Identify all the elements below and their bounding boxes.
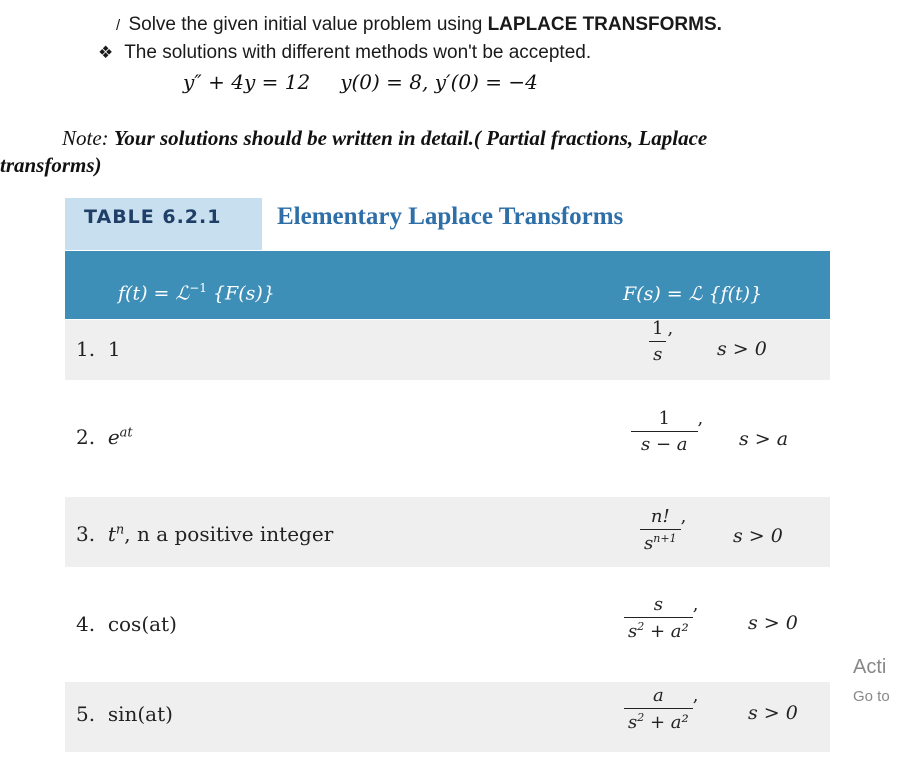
table-row-5-left bbox=[76, 702, 173, 726]
problem-method: LAPLACE TRANSFORMS. bbox=[487, 14, 722, 35]
denominator-tail: + a² bbox=[644, 712, 689, 733]
activation-watermark-title: Acti bbox=[853, 656, 887, 678]
fraction-denominator bbox=[640, 529, 681, 554]
row-number: 1. bbox=[76, 337, 96, 361]
table-row-5-transform bbox=[624, 685, 698, 733]
diamond-bullet-icon: ❖ bbox=[98, 43, 114, 62]
problem-restriction: The solutions with different methods won't be accepted. bbox=[124, 42, 592, 63]
denominator-exponent: 2 bbox=[637, 620, 645, 633]
header-left-sup: −1 bbox=[189, 281, 207, 295]
transform-fraction bbox=[648, 318, 667, 365]
table-row-4-left bbox=[76, 612, 177, 636]
fraction-denominator: s − a bbox=[631, 431, 698, 455]
problem-line-1 bbox=[116, 14, 722, 36]
fraction-numerator: a bbox=[653, 685, 664, 706]
fraction-numerator: s bbox=[653, 594, 663, 615]
note-label: Note: bbox=[62, 126, 109, 150]
row-function-sup: at bbox=[119, 425, 133, 441]
denominator-tail: + a² bbox=[644, 621, 689, 642]
row-shade-1 bbox=[65, 320, 830, 380]
row-number: 4. bbox=[76, 612, 96, 636]
denominator-base: s bbox=[644, 533, 654, 554]
table-row-4-transform bbox=[624, 594, 698, 642]
row-function: e bbox=[107, 425, 120, 449]
transform-fraction bbox=[624, 685, 693, 733]
differential-equation bbox=[183, 70, 538, 94]
note-text: Your solutions should be written in detail.( Partial fractions, Laplace bbox=[113, 126, 708, 150]
table-title: Elementary Laplace Transforms bbox=[277, 203, 624, 230]
row-function: sin(at) bbox=[107, 702, 173, 726]
comma: , bbox=[697, 408, 704, 429]
table-number: TABLE 6.2.1 bbox=[84, 206, 222, 228]
row-number: 3. bbox=[76, 522, 96, 546]
row-function: cos(at) bbox=[107, 612, 177, 636]
note-continuation: transforms) bbox=[0, 153, 102, 177]
initial-conditions: y(0) = 8, y′(0) = −4 bbox=[340, 70, 538, 94]
transform-fraction bbox=[631, 408, 698, 455]
header-left bbox=[118, 281, 275, 304]
table-row-2-left bbox=[76, 425, 133, 449]
table-row-3-left bbox=[76, 522, 333, 546]
row-shade-5 bbox=[65, 682, 830, 752]
row-function-tail: , n a positive integer bbox=[124, 522, 334, 546]
table-row-1-transform bbox=[648, 318, 673, 365]
denominator-exponent: n+1 bbox=[653, 532, 677, 545]
table-row-3-transform bbox=[640, 506, 686, 554]
fraction-denominator bbox=[624, 708, 693, 733]
row-2-condition: s > a bbox=[739, 428, 789, 450]
denominator-base: s bbox=[628, 621, 638, 642]
row-function: 1 bbox=[107, 337, 121, 361]
denominator-exponent: 2 bbox=[637, 711, 645, 724]
transform-fraction bbox=[624, 594, 693, 642]
comma: , bbox=[692, 685, 699, 706]
row-1-condition: s > 0 bbox=[717, 338, 767, 360]
row-number: 2. bbox=[76, 425, 96, 449]
fraction-numerator: 1 bbox=[658, 408, 670, 429]
table-row-2-transform bbox=[631, 408, 703, 455]
ode: y″ + 4y = 12 bbox=[183, 70, 311, 94]
row-function: t bbox=[107, 522, 116, 546]
row-number: 5. bbox=[76, 702, 96, 726]
header-right: F(s) = ℒ {f(t)} bbox=[623, 283, 763, 305]
row-4-condition: s > 0 bbox=[748, 612, 798, 634]
transform-fraction bbox=[640, 506, 681, 554]
activation-watermark-link[interactable]: Go to bbox=[853, 688, 890, 705]
row-function-sup: n bbox=[115, 522, 125, 538]
problem-instruction: Solve the given initial value problem using bbox=[128, 14, 483, 35]
header-left-tail: {F(s)} bbox=[206, 282, 275, 305]
row-3-condition: s > 0 bbox=[733, 525, 783, 547]
comma: , bbox=[692, 594, 699, 615]
table-row-1-left bbox=[76, 337, 121, 361]
row-5-condition: s > 0 bbox=[748, 702, 798, 724]
note-line bbox=[62, 126, 707, 151]
problem-line-2 bbox=[98, 42, 591, 64]
comma: , bbox=[680, 506, 687, 527]
fraction-numerator: 1 bbox=[652, 318, 664, 339]
fraction-denominator bbox=[624, 617, 693, 642]
check-mark: / bbox=[116, 17, 121, 34]
fraction-numerator: n! bbox=[650, 506, 670, 527]
header-left-main: f(t) = ℒ bbox=[118, 282, 190, 305]
denominator-base: s bbox=[628, 712, 638, 733]
fraction-denominator: s bbox=[649, 341, 666, 365]
comma: , bbox=[667, 318, 674, 339]
